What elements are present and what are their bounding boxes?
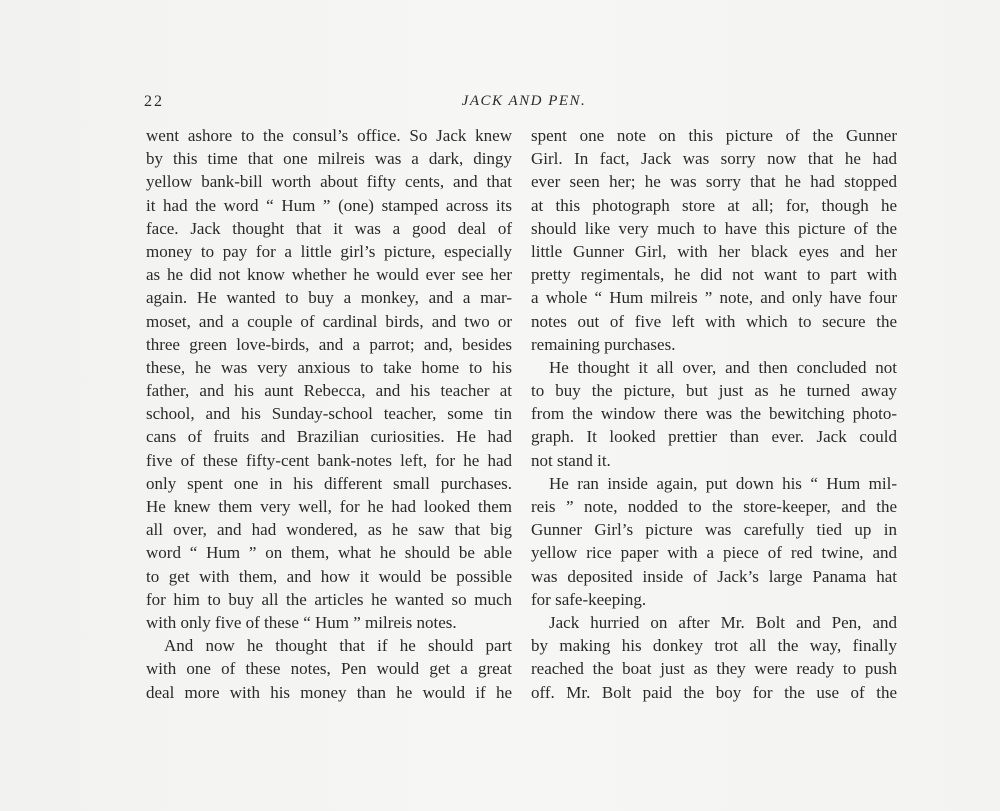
text-line: from the window there was the bewitching photo- bbox=[531, 404, 897, 424]
text-line: not stand it. bbox=[531, 450, 611, 470]
text-line: He ran inside again, put down his “ Hum mil- bbox=[549, 473, 897, 493]
right-text-column bbox=[531, 124, 897, 704]
text-line: five of these fifty-cent bank-notes left, for he had bbox=[146, 450, 512, 470]
text-line: with only five of these “ Hum ” milreis notes. bbox=[146, 612, 457, 632]
text-line: spent one note on this picture of the Gunner bbox=[531, 126, 897, 145]
text-line: notes out of five left with which to secure the bbox=[531, 311, 897, 331]
text-line: cans of fruits and Brazilian curiosities. He had bbox=[146, 427, 512, 447]
text-line: three green love-birds, and a parrot; and, besides bbox=[146, 334, 512, 354]
text-line: little Gunner Girl, with her black eyes and her bbox=[531, 241, 897, 261]
text-line: off. Mr. Bolt paid the boy for the use of the bbox=[531, 682, 897, 702]
text-line: yellow bank-bill worth about fifty cents, and that bbox=[146, 172, 512, 192]
text-line: with one of these notes, Pen would get a great bbox=[146, 659, 512, 679]
text-line: was deposited inside of Jack’s large Panama hat bbox=[531, 566, 897, 586]
text-line: to get with them, and how it would be possible bbox=[146, 566, 512, 586]
text-line: yellow rice paper with a piece of red twine, and bbox=[531, 543, 897, 563]
text-line: remaining purchases. bbox=[531, 334, 676, 354]
text-line: at this photograph store at all; for, though he bbox=[531, 195, 897, 215]
running-title: JACK AND PEN. bbox=[461, 93, 587, 109]
page-number: 22 bbox=[144, 93, 164, 110]
text-line: as he did not know whether he would ever see her bbox=[146, 265, 512, 285]
text-line: graph. It looked prettier than ever. Jack could bbox=[531, 427, 897, 447]
text-line: reis ” note, nodded to the store-keeper, and the bbox=[531, 497, 897, 516]
text-line: pretty regimentals, he did not want to part with bbox=[531, 265, 897, 285]
text-line: by this time that one milreis was a dark, dingy bbox=[146, 149, 512, 169]
text-line: word “ Hum ” on them, what he should be able bbox=[146, 543, 512, 563]
text-line: for him to buy all the articles he wanted so much bbox=[146, 589, 512, 609]
left-text-column bbox=[146, 124, 512, 704]
text-line: And now he thought that if he should part bbox=[164, 636, 512, 656]
text-line: reached the boat just as they were ready to push bbox=[531, 659, 897, 679]
text-line: to buy the picture, but just as he turned away bbox=[531, 381, 897, 401]
text-line: only spent one in his different small purchases. bbox=[146, 473, 512, 493]
text-line: for safe-keeping. bbox=[531, 589, 647, 609]
running-head bbox=[144, 93, 896, 115]
text-line: again. He wanted to buy a monkey, and a mar- bbox=[146, 288, 512, 308]
text-line: should like very much to have this picture of the bbox=[531, 218, 897, 238]
text-line: school, and his Sunday-school teacher, some tin bbox=[146, 404, 512, 424]
text-line: father, and his aunt Rebecca, and his teacher at bbox=[146, 381, 512, 401]
text-line: all over, and had wondered, as he saw that big bbox=[146, 520, 512, 540]
text-line: face. Jack thought that it was a good deal of bbox=[146, 218, 512, 238]
text-line: money to pay for a little girl’s picture, especially bbox=[146, 241, 512, 261]
text-line: Gunner Girl’s picture was carefully tied up in bbox=[531, 520, 897, 540]
text-line: ever seen her; he was sorry that he had stopped bbox=[531, 172, 897, 192]
text-line: Jack hurried on after Mr. Bolt and Pen, and bbox=[549, 612, 897, 632]
text-line: moset, and a couple of cardinal birds, and two or bbox=[146, 311, 512, 331]
text-line: went ashore to the consul’s office. So Jack knew bbox=[146, 126, 512, 145]
text-line: it had the word “ Hum ” (one) stamped across its bbox=[146, 195, 512, 215]
text-line: deal more with his money than he would if he bbox=[146, 682, 512, 702]
text-line: He thought it all over, and then concluded not bbox=[549, 357, 897, 377]
text-line: He knew them very well, for he had looked them bbox=[146, 497, 512, 516]
text-line: a whole “ Hum milreis ” note, and only have four bbox=[531, 288, 897, 308]
text-line: Girl. In fact, Jack was sorry now that he had bbox=[531, 149, 897, 169]
text-line: these, he was very anxious to take home to his bbox=[146, 357, 512, 377]
text-line: by making his donkey trot all the way, finally bbox=[531, 636, 897, 656]
